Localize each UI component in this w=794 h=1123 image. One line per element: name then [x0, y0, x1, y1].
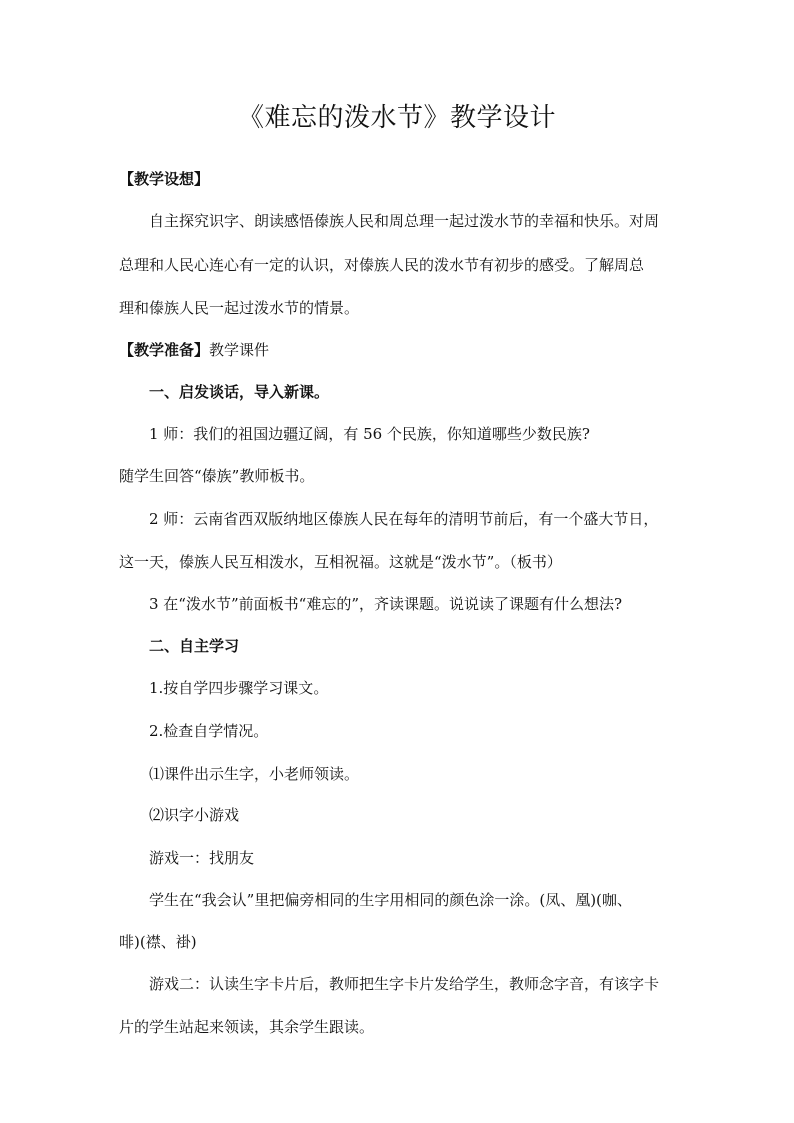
preparation-text: 教学课件	[209, 341, 270, 359]
paragraph-line: 随学生回答“傣族”教师板书。	[119, 467, 315, 485]
paragraph-line: 2 师：云南省西双版纳地区傣族人民在每年的清明节前后，有一个盛大节日，	[149, 510, 659, 528]
paragraph-line: 理和傣族人民一起过泼水节的情景。	[119, 299, 360, 317]
paragraph-line: 总理和人民心连心有一定的认识，对傣族人民的泼水节有初步的感受。了解周总	[119, 256, 645, 274]
paragraph-line: ⑵识字小游戏	[149, 806, 240, 824]
section-heading-part-two: 二、自主学习	[149, 637, 240, 655]
section-heading-preparation: 【教学准备】	[119, 341, 210, 359]
paragraph-line: 片的学生站起来领读，其余学生跟读。	[119, 1018, 375, 1036]
document-title: 《难忘的泼水节》教学设计	[237, 103, 556, 133]
paragraph-line: 2.检查自学情况。	[149, 722, 269, 740]
paragraph-line: ⑴课件出示生字，小老师领读。	[149, 765, 360, 783]
paragraph-line: 自主探究识字、朗读感悟傣族人民和周总理一起过泼水节的幸福和快乐。对周	[149, 212, 660, 230]
paragraph-line: 学生在“我会认”里把偏旁相同的生字用相同的颜色涂一涂。(凤、凰)(咖、	[149, 891, 632, 909]
section-heading-part-one: 一、启发谈话，导入新课。	[149, 383, 330, 401]
paragraph-line: 游戏二：认读生字卡片后，教师把生字卡片发给学生，教师念字音，有该字卡	[149, 975, 660, 993]
paragraph-line: 1 师：我们的祖国边疆辽阔，有 56 个民族，你知道哪些少数民族?	[149, 425, 590, 443]
preparation-line	[119, 339, 679, 361]
paragraph-line: 啡)(襟、褂)	[119, 933, 197, 951]
paragraph-line: 游戏一：找朋友	[149, 849, 255, 867]
paragraph-line: 3 在“泼水节”前面板书“难忘的”，齐读课题。说说读了课题有什么想法?	[149, 595, 623, 613]
paragraph-line: 1.按自学四步骤学习课文。	[149, 679, 329, 697]
section-heading-teaching-idea: 【教学设想】	[119, 170, 210, 188]
paragraph-line: 这一天，傣族人民互相泼水，互相祝福。这就是“泼水节”。（板书）	[119, 553, 562, 571]
